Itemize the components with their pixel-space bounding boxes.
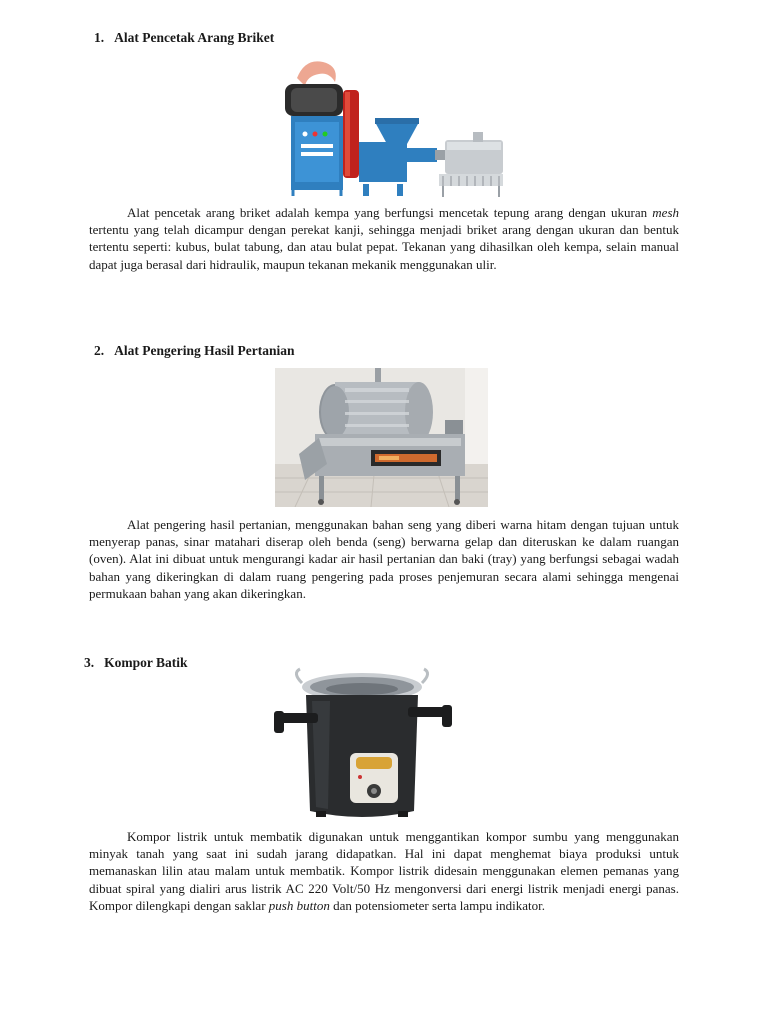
paragraph-text: Alat pengering hasil pertanian, menggunakan bahan seng yang diberi warna hitam dengan tujuan untuk menyerap panas, sinar matahari diserap oleh benda (seng) berwarna gelap dan diteruskan ke dalam ruangan (oven). Alat ini dibuat untuk mengurangi kadar air hasil pertanian dan baki (tray) yang berfungsi sebagai wadah bahan yang dikeringkan di dalam ruang pengering pada proses penjemuran secara alami sehingga mengenai permukaan bahan yang akan dikeringkan. — [89, 517, 679, 601]
paragraph-text: Alat pencetak arang briket adalah kempa yang berfungsi mencetak tepung arang dengan ukuran — [127, 205, 653, 220]
briquette-press-machine-icon — [283, 52, 511, 200]
section-paragraph-2 — [89, 516, 679, 602]
section-heading-2 — [94, 343, 294, 359]
section-number: 2. — [94, 343, 105, 358]
section-title: Kompor Batik — [104, 655, 188, 670]
section-number: 1. — [94, 30, 105, 45]
paragraph-text: tertentu yang telah dicampur dengan perekat kanji, sehingga menjadi briket arang dengan ukuran dan bentuk tertentu seperti: kubus, bulat tabung, dan atau bulat pepat. Tekanan yang dihasilkan oleh kempa, selain manual dapat juga berasal dari hidraulik, maupun tekanan mekanik menggunakan ulir. — [89, 222, 679, 272]
paragraph-text: Kompor listrik untuk membatik digunakan untuk menggantikan kompor sumbu yang menggunakan minyak tanah yang saat ini sudah jarang didapatkan. Hal ini dapat menghemat biaya produksi untuk memanaskan lilin atau malam untuk membatik. Kompor listrik didesain menggunakan elemen pemanas yang dibuat spiral yang dialiri arus listrik AC 220 Volt/50 Hz mengonversi dari energi listrik menjadi energi panas. Kompor dilengkapi dengan saklar — [89, 829, 679, 913]
paragraph-italic-text: mesh — [652, 205, 679, 220]
paragraph-italic-text: push button — [268, 897, 330, 913]
section-number: 3. — [84, 655, 95, 670]
paragraph-text: dan potensiometer serta lampu indikator. — [329, 897, 546, 913]
section-heading-1 — [94, 30, 274, 46]
section-paragraph-3 — [89, 828, 679, 914]
section-paragraph-1 — [89, 204, 679, 273]
section-title: Alat Pencetak Arang Briket — [114, 30, 275, 45]
rotary-dryer-machine-icon — [275, 368, 488, 507]
section-title: Alat Pengering Hasil Pertanian — [114, 343, 295, 358]
electric-batik-stove-icon — [266, 661, 461, 825]
section-heading-3 — [84, 655, 188, 671]
